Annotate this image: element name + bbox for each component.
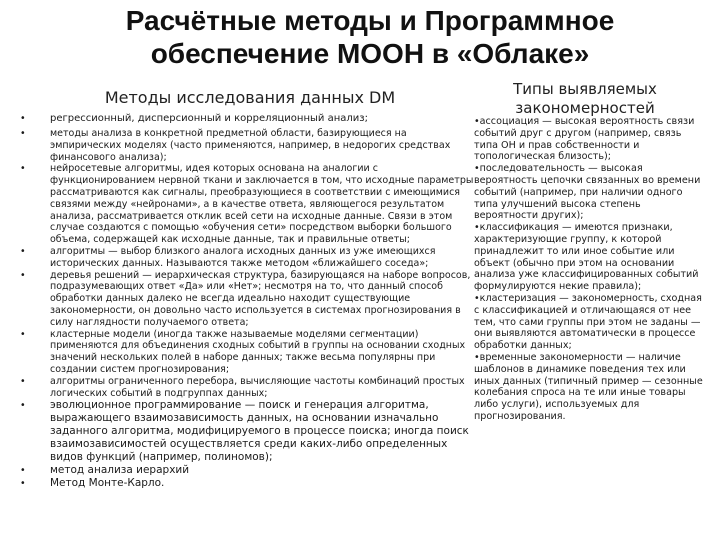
list-item: • деревья решений — иерархическая структура, базирующаяся на наборе вопросов, подразумевающих ответ «Да» или «Нет»; несмотря на то, что данный способ обработки данных далеко не всегда идеально находит существующие закономерности, он довольно часто используется в системах прогнозирования в силу наглядности получаемого ответа; — [20, 270, 475, 329]
list-item: • методы анализа в конкретной предметной области, базирующиеся на эмпирических моделях (часто применяются, например, в недорогих средствах финансового анализа); — [20, 128, 475, 163]
list-item: • Метод Монте-Карло. — [20, 477, 475, 490]
list-item: • метод анализа иерархий — [20, 464, 475, 477]
pattern-item: •временные закономерности — наличие шаблонов в динамике поведения тех или иных данных (типичный пример — сезонные колебания спроса на те или иные товары либо услуги), используемых для прогнозирования. — [474, 351, 703, 422]
right-heading: Типы выявляемых закономерностей — [513, 80, 657, 117]
pattern-item: •классификация — имеются признаки, характеризующие группу, к которой принадлежит то или иное событие или объект (обычно при этом на основании анализа уже классифицированных событий формулируются некие правила); — [474, 222, 699, 293]
list-item: • нейросетевые алгоритмы, идея которых основана на аналогии с функционированием нервной ткани и заключается в том, что исходные параметры рассматриваются как сигналы, преобразующиеся в соответствии с имеющимися связями между «нейронами», а в качестве ответа, являющегося результатом анализа, рассматривается отклик всей сети на исходные данные. Связи в этом случае создаются с помощью «обучения сети» посредством выборки большого объема, содержащей как исходные данные, так и правильные ответы; — [20, 163, 475, 246]
list-item: • регрессионный, дисперсионный и корреляционный анализ; — [20, 112, 475, 125]
pattern-item: •ассоциация — высокая вероятность связи событий друг с другом (например, связь типа ОН и прав собственности и топологическая близость); — [474, 116, 695, 163]
left-heading: Методы исследования данных DM — [104, 88, 396, 107]
list-item: • кластерные модели (иногда также называемые моделями сегментации) применяются для объединения сходных событий в группы на основании сходных значений нескольких полей в наборе данных; также весьма популярны при создании систем прогнозирования; — [20, 329, 475, 376]
page-title: Расчётные методы и Программное обеспечение МООН в «Облаке» — [125, 5, 615, 69]
pattern-item: •кластеризация — закономерность, сходная с классификацией и отличающаяся от нее тем, что сами группы при этом не заданы — они выявляются автоматически в процессе обработки данных; — [474, 292, 702, 352]
patterns-list — [474, 116, 704, 423]
list-item: • алгоритмы ограниченного перебора, вычисляющие частоты комбинаций простых логических событий в подгруппах данных; — [20, 376, 475, 400]
list-item: • алгоритмы — выбор близкого аналога исходных данных из уже имеющихся исторических данных. Называются также методом «ближайшего соседа»; — [20, 246, 475, 270]
pattern-item: •последовательность — высокая вероятность цепочки связанных во времени событий (например, при наличии одного типа улучшений высока степень вероятности других); — [474, 163, 701, 222]
list-item: • эволюционное программирование — поиск и генерация алгоритма, выражающего взаимозависимость данных, на основании изначально заданного алгоритма, модифицируемого в процессе поиска; иногда поиск взаимозависимостей осуществляется среди каких-либо определенных видов функций (например, полиномов); — [20, 399, 475, 464]
methods-list — [20, 112, 475, 490]
